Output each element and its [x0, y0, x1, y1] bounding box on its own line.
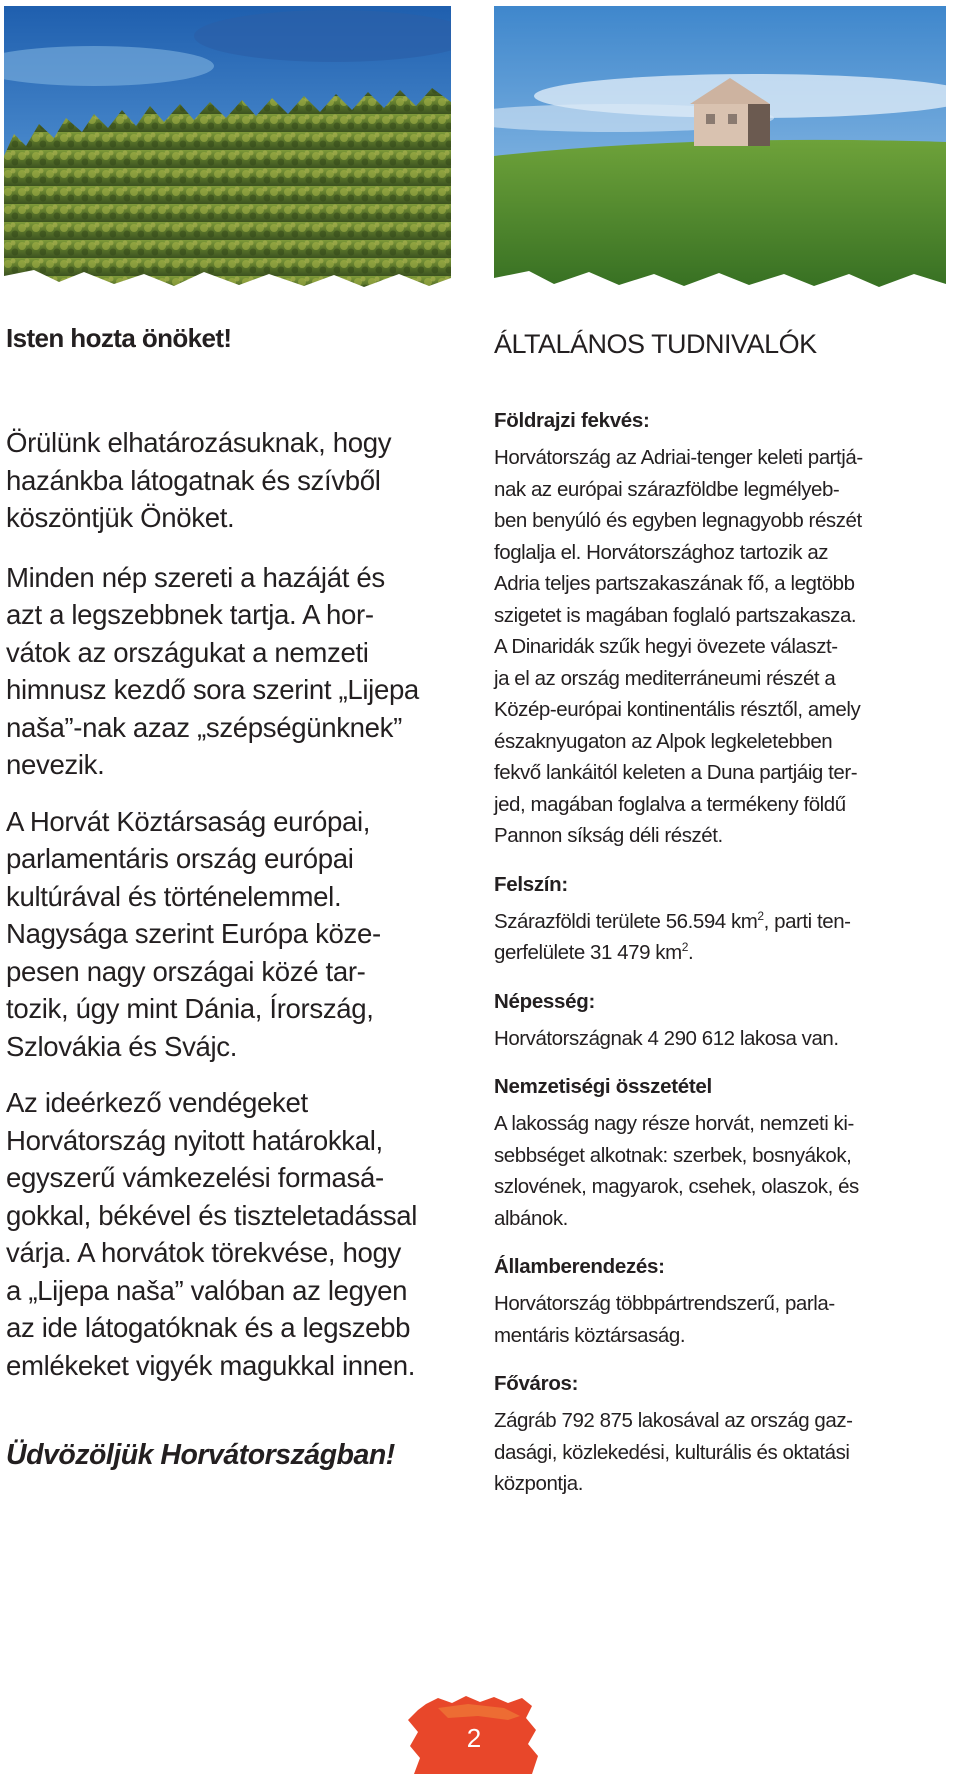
closing-greeting: Üdvözöljük Horvátországban!: [6, 1439, 395, 1471]
meadow-house-image: [494, 6, 946, 294]
welcome-paragraph-2: Minden nép szereti a hazáját és azt a legszebbnek tartja. A hor- vátok az országukat a nemzeti himnusz kezdő sora szerint „Lijepa naša”-nak azaz „szépségünknek” nevezik.: [6, 561, 419, 780]
geo-text: Horvátország az Adriai-tenger keleti partjá- nak az európai szárazföldbe legmélyeb- ben benyúló és egyben legnagyobb részét foglalja el. Horvátországhoz tartozik az Adria teljes partszakaszának fő, a legtöbb szigetet is magában foglaló partszakasza. A Dinaridák szűk hegyi övezete választ- ja el az ország mediterráneumi részét a Közép-európai kontinentális résztől, amely északnyugaton az Alpok legkeletebben fekvő lankáitól keleten a Duna partjáig ter- jed, magában foglalva a termékeny földű Pannon síkság déli részét.: [494, 446, 863, 847]
welcome-title: Isten hozta önöket!: [6, 323, 232, 353]
info-title: ÁLTALÁNOS TUDNIVALÓK: [494, 329, 817, 359]
welcome-paragraph-1: Örülünk elhatározásuknak, hogy hazánkba látogatnak és szívből köszöntjük Önöket.: [6, 427, 392, 533]
capital-text: Zágráb 792 875 lakosával az ország gaz- dasági, közlekedési, kulturális és oktatási központja.: [494, 1409, 853, 1495]
government-heading: Államberendezés:: [494, 1255, 665, 1278]
forest-photo: [4, 6, 451, 294]
ethnic-heading: Nemzetiségi összetétel: [494, 1075, 712, 1098]
surface-heading: Felszín:: [494, 872, 568, 896]
capital-heading: Főváros:: [494, 1372, 579, 1395]
population-text: Horvátországnak 4 290 612 lakosa van.: [494, 1026, 839, 1050]
house-meadow-photo: [494, 6, 946, 294]
welcome-paragraph-4: Az ideérkező vendégeket Horvátország nyitott határokkal, egyszerű vámkezelési formasá- gokkal, békével és tiszteletadással várja. A horvátok törekvése, hogy a „Lijepa naša” valóban az legyen az ide látogatóknak és a legszebb emlékeket vigyék magukkal innen.: [6, 1087, 418, 1381]
forest-landscape-image: [4, 6, 451, 294]
welcome-column: [6, 322, 461, 1472]
population-heading: Népesség:: [494, 989, 595, 1013]
ethnic-text: A lakosság nagy része horvát, nemzeti ki- sebbséget alkotnak: szerbek, bosnyákok, szlovének, magyarok, csehek, olaszok, és albánok.: [494, 1112, 859, 1230]
geo-heading: Földrajzi fekvés:: [494, 409, 650, 432]
welcome-paragraph-3: A Horvát Köztársaság európai, parlamentáris ország európai kultúrával és történelemmel. Nagysága szerint Európa köze- pesen nagy országai közé tar- tozik, úgy mint Dánia, Írország, Szlovákia és Svájc.: [6, 805, 381, 1062]
surface-text: Szárazföldi területe 56.594 $km^2$, parti ten- gerfelülete 31 479 $km^2$.: [494, 908, 851, 964]
page-number: 2: [466, 1723, 482, 1753]
government-text: Horvátország többpártrendszerű, parla- mentáris köztársaság.: [494, 1292, 835, 1347]
general-info-column: [494, 322, 950, 1520]
